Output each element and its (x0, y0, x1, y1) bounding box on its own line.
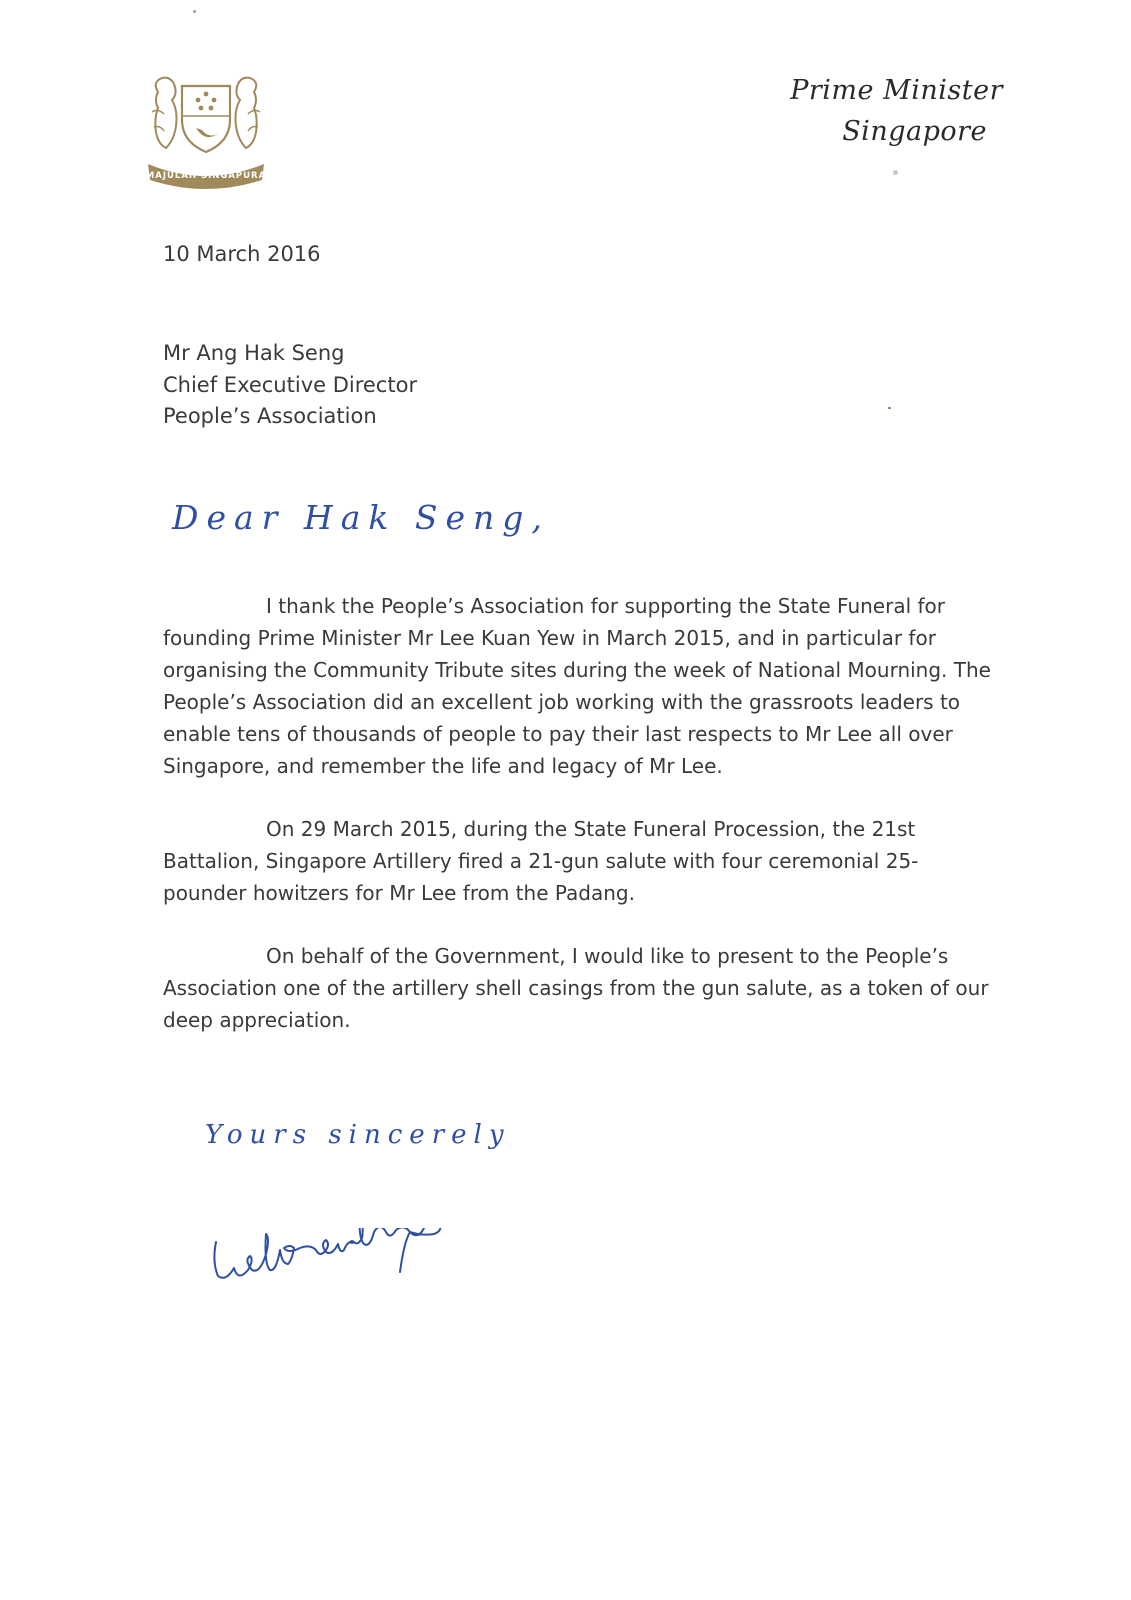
svg-text:MAJULAH SINGAPURA: MAJULAH SINGAPURA (145, 171, 267, 181)
handwritten-salutation: Dear Hak Seng, (172, 498, 550, 537)
handwritten-closing: Yours sincerely (205, 1120, 511, 1150)
recipient-block (163, 338, 417, 433)
singapore-coat-of-arms-icon (144, 72, 268, 190)
handwritten-signature-icon (208, 1228, 488, 1318)
recipient-name: Mr Ang Hak Seng (163, 341, 345, 365)
letter-body (163, 590, 999, 1067)
body-paragraph: On behalf of the Government, I would like to present to the People’s Association one of the artillery shell casings from the gun salute, as a token of our deep appreciation. (163, 944, 989, 1032)
office-line-singapore: Singapore (842, 116, 988, 147)
recipient-title: Chief Executive Director (163, 372, 418, 397)
body-paragraph: On 29 March 2015, during the State Funeral Procession, the 21st Battalion, Singapore Artillery fired a 21-gun salute with four ceremonial 25-pounder howitzers for Mr Lee from the Padang. (163, 817, 919, 905)
office-line-prime-minister: Prime Minister (790, 75, 1003, 106)
body-paragraph: I thank the People’s Association for supporting the State Funeral for founding Prime Minister Mr Lee Kuan Yew in March 2015, and in particular for organising the Community Tribute sites during the week of National Mourning. The People’s Association did an excellent job working with the grassroots leaders to enable tens of thousands of people to pay their last respects to Mr Lee all over Singapore, and remember the life and legacy of Mr Lee. (163, 594, 991, 778)
letter-date: 10 March 2016 (163, 242, 321, 266)
scan-speck (193, 10, 196, 13)
letterhead-office (790, 70, 1003, 152)
recipient-organisation: People’s Association (163, 404, 377, 428)
scan-speck (888, 407, 891, 409)
scan-speck (893, 170, 898, 175)
